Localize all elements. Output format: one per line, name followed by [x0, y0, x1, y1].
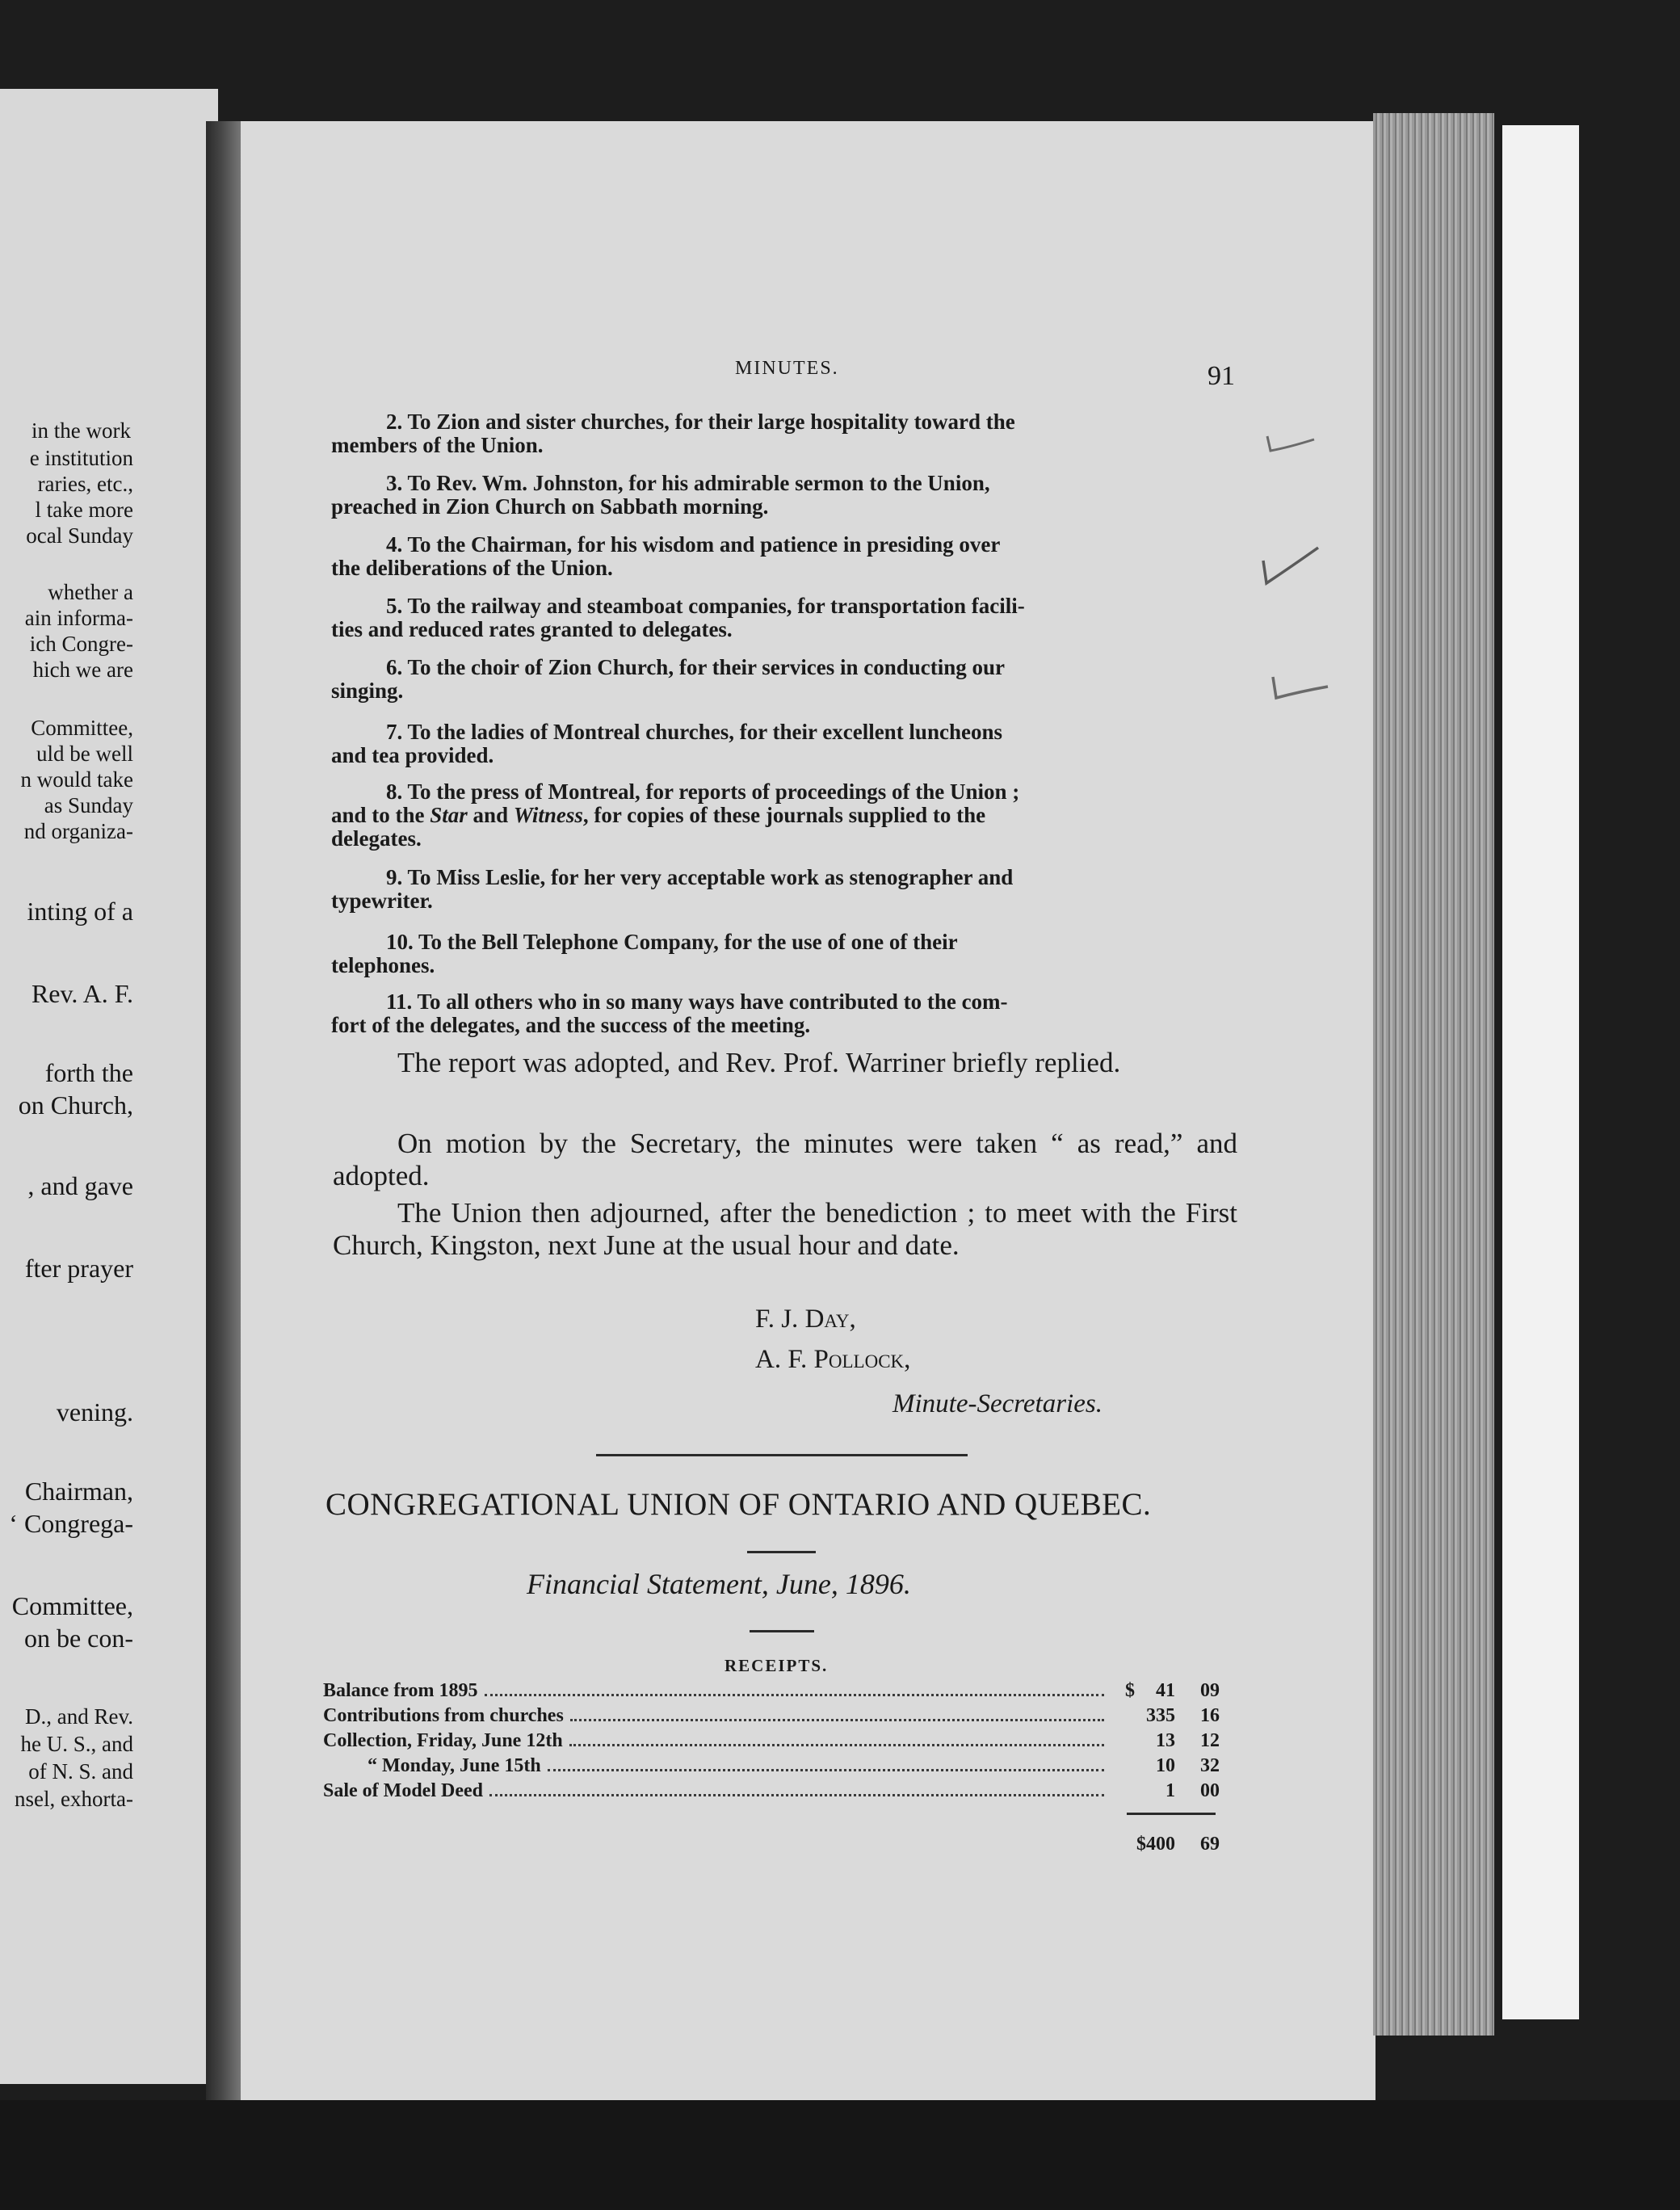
- section-divider: [596, 1454, 968, 1456]
- item-first-line: 6. To the choir of Zion Church, for their services in conducting our: [386, 655, 1006, 679]
- leader-dots: [569, 1730, 1104, 1746]
- leader-dots: [485, 1680, 1104, 1696]
- receipt-label: Contributions from churches: [323, 1705, 564, 1726]
- item-continuation: delegates.: [331, 826, 422, 851]
- left-text-line: nsel, exhorta-: [15, 1787, 133, 1811]
- total-row: [323, 1834, 1220, 1855]
- pencil-check-mark: [1258, 543, 1323, 591]
- signature-initials: A. F.: [755, 1345, 814, 1374]
- item-continuation: telephones.: [331, 953, 435, 977]
- resolution-item-6: [331, 656, 1244, 703]
- receipt-dollars: 13: [1156, 1730, 1175, 1751]
- financial-statement-heading: Financial Statement, June, 1896.: [527, 1568, 911, 1600]
- item-first-line: 9. To Miss Leslie, for her very acceptable work as stenographer and: [386, 865, 1014, 889]
- dollar-sign: [1111, 1780, 1135, 1802]
- resolution-item-9: [331, 866, 1244, 913]
- item-continuation: and tea provided.: [331, 743, 494, 767]
- left-text-line: nd organiza-: [23, 819, 133, 843]
- receipt-cents: 16: [1200, 1705, 1220, 1726]
- resolution-item-7: [331, 721, 1244, 767]
- item-continuation: ties and reduced rates granted to delegates.: [331, 617, 733, 641]
- dollar-sign: [1111, 1705, 1135, 1727]
- receipt-label: “ Monday, June 15th: [368, 1755, 541, 1776]
- receipt-dollars: 41: [1156, 1680, 1175, 1701]
- left-text-line: e institution: [29, 446, 133, 470]
- leader-dots: [548, 1755, 1104, 1771]
- left-text-line: ocal Sunday: [26, 523, 133, 548]
- item-continuation: singing.: [331, 679, 404, 703]
- receipt-row: [323, 1730, 1220, 1752]
- witness-journal-name: Witness: [513, 803, 583, 827]
- left-text-line: fter prayer: [24, 1254, 133, 1283]
- paragraph-minutes-read: On motion by the Secretary, the minutes were taken “ as read,” and adopted.: [333, 1128, 1237, 1191]
- star-journal-name: Star: [430, 803, 468, 827]
- item-first-line: 8. To the press of Montreal, for reports of proceedings of the Union ;: [386, 779, 1020, 804]
- left-text-line: uld be well: [36, 742, 133, 766]
- receipt-label: Balance from 1895: [323, 1680, 478, 1701]
- leader-dots: [570, 1705, 1104, 1721]
- resolution-item-2: [331, 410, 1244, 457]
- signature-day: [755, 1305, 856, 1334]
- resolution-item-5: [331, 595, 1244, 641]
- signature-initials: F. J.: [755, 1305, 805, 1334]
- left-text-line: he U. S., and: [20, 1732, 133, 1756]
- receipt-label: Sale of Model Deed: [323, 1780, 483, 1801]
- receipts-heading: RECEIPTS.: [724, 1656, 829, 1675]
- item-first-line: 11. To all others who in so many ways have contributed to the com-: [386, 989, 1008, 1014]
- item-first-line: 7. To the ladies of Montreal churches, for their excellent luncheons: [386, 720, 1002, 744]
- left-text-line: , and gave: [27, 1171, 133, 1200]
- total-rule: [1127, 1813, 1216, 1815]
- dollar-sign: [1111, 1730, 1135, 1752]
- left-text-line: as Sunday: [44, 793, 133, 817]
- receipt-cents: 09: [1200, 1680, 1220, 1701]
- left-text-line: ain informa-: [24, 606, 133, 630]
- leader-dots: [489, 1780, 1104, 1796]
- resolution-item-3: [331, 472, 1244, 519]
- left-text-line: of N. S. and: [28, 1759, 133, 1784]
- dollar-sign: [1111, 1755, 1135, 1777]
- item-first-line: 5. To the railway and steamboat companies, for transportation facili-: [386, 594, 1025, 618]
- left-text-line: forth the: [44, 1058, 133, 1087]
- item-text: and to the: [331, 803, 430, 827]
- item-continuation: members of the Union.: [331, 433, 544, 457]
- receipt-dollars: 10: [1156, 1755, 1175, 1776]
- signature-pollock: [755, 1345, 910, 1375]
- left-text-line: on Church,: [18, 1090, 133, 1120]
- item-text: and: [467, 803, 514, 827]
- receipt-row: [323, 1705, 1220, 1727]
- left-text-line: raries, etc.,: [37, 472, 133, 496]
- left-text-line: l take more: [35, 498, 133, 522]
- left-text-line: whether a: [48, 580, 133, 604]
- left-text-line: hich we are: [32, 658, 133, 682]
- receipt-row: [323, 1755, 1220, 1777]
- scan-background: [0, 2100, 1680, 2210]
- left-text-line: inting of a: [27, 897, 133, 926]
- resolution-item-4: [331, 533, 1244, 580]
- section-title: CONGREGATIONAL UNION OF ONTARIO AND QUEBEC.: [326, 1487, 1152, 1522]
- left-text-line: on be con-: [23, 1624, 133, 1653]
- item-first-line: 3. To Rev. Wm. Johnston, for his admirable sermon to the Union,: [386, 471, 990, 495]
- item-continuation: typewriter.: [331, 889, 433, 913]
- receipt-dollars: 1: [1166, 1780, 1175, 1801]
- paragraph-report-adopted: The report was adopted, and Rev. Prof. Warriner briefly replied.: [397, 1047, 1121, 1078]
- left-text-line: Rev. A. F.: [31, 979, 133, 1008]
- short-rule: [750, 1630, 814, 1632]
- resolution-item-8: [331, 780, 1244, 851]
- receipt-cents: 32: [1200, 1755, 1220, 1776]
- left-text-line: ich Congre-: [29, 632, 133, 656]
- item-text: , for copies of these journals supplied to the: [582, 803, 986, 827]
- item-first-line: 4. To the Chairman, for his wisdom and patience in presiding over: [386, 532, 1001, 557]
- pencil-check-mark: [1268, 670, 1333, 703]
- left-text-line: vening.: [56, 1397, 133, 1426]
- left-text-line: Committee,: [11, 1591, 133, 1620]
- receipt-cents: 12: [1200, 1730, 1220, 1751]
- left-text-line: in the work: [32, 418, 131, 443]
- page-edges: [1373, 113, 1494, 2036]
- receipt-cents: 00: [1200, 1780, 1220, 1801]
- facing-page-left: [0, 89, 218, 2084]
- page-number: 91: [1208, 361, 1235, 391]
- running-head: MINUTES.: [735, 358, 839, 379]
- paragraph-adjourned: The Union then adjourned, after the benediction ; to meet with the First Church, Kingston, next June at the usual hour and date.: [333, 1197, 1237, 1261]
- short-rule: [747, 1551, 816, 1553]
- item-continuation: fort of the delegates, and the success of the meeting.: [331, 1013, 811, 1037]
- receipt-label: Collection, Friday, June 12th: [323, 1730, 563, 1751]
- left-text-line: D., and Rev.: [25, 1704, 133, 1729]
- signature-surname: Pollock,: [813, 1345, 911, 1374]
- signature-surname: Day,: [804, 1305, 856, 1334]
- left-text-line: Chairman,: [24, 1477, 133, 1506]
- dollar-sign: $: [1125, 1680, 1135, 1701]
- signature-role: Minute-Secretaries.: [892, 1389, 1102, 1418]
- item-continuation: the deliberations of the Union.: [331, 556, 613, 580]
- resolution-item-10: [331, 931, 1244, 977]
- left-text-line: Committee,: [31, 716, 133, 740]
- left-text-line: n would take: [20, 767, 133, 792]
- background-strip: [1502, 125, 1579, 2019]
- item-first-line: 2. To Zion and sister churches, for their large hospitality toward the: [386, 410, 1015, 434]
- item-continuation: preached in Zion Church on Sabbath morning.: [331, 494, 769, 519]
- total-cents: 69: [1200, 1834, 1220, 1855]
- receipt-row: [323, 1680, 1220, 1702]
- receipt-dollars: 335: [1146, 1705, 1175, 1726]
- receipt-row: [323, 1780, 1220, 1802]
- total-amount: $400: [1136, 1834, 1175, 1855]
- left-text-line: ‘ Congrega-: [9, 1509, 133, 1538]
- pencil-check-mark: [1264, 428, 1321, 460]
- resolution-item-11: [331, 990, 1244, 1037]
- item-first-line: 10. To the Bell Telephone Company, for the use of one of their: [386, 930, 958, 954]
